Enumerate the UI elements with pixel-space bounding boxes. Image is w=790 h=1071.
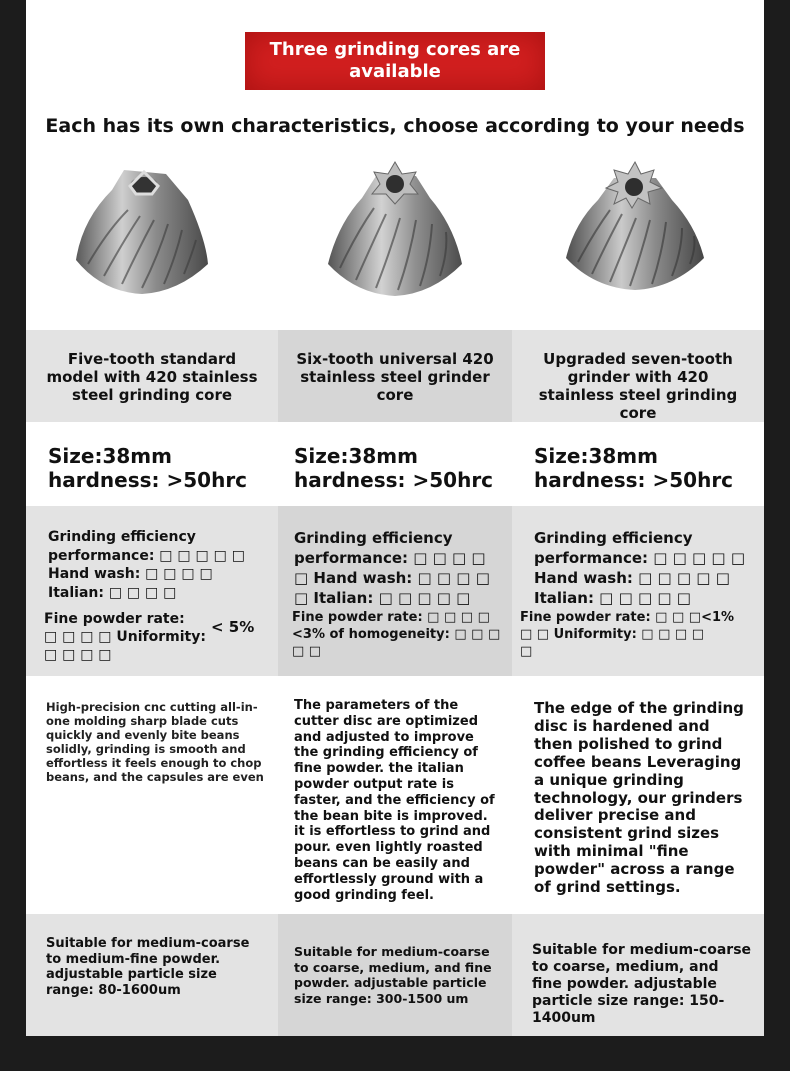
performance-line: Italian: □ □ □ □ bbox=[48, 584, 177, 601]
size-label: Size:38mm bbox=[48, 444, 172, 468]
performance-cell bbox=[26, 506, 278, 676]
seven-tooth-burr-icon bbox=[562, 160, 708, 308]
six-tooth-burr-icon bbox=[322, 160, 468, 308]
core-title: Upgraded seven-tooth grinder with 420 stainless steel grinding core bbox=[512, 330, 764, 422]
performance-line: Grinding efficiency bbox=[294, 529, 453, 547]
core-title: Five-tooth standard model with 420 stainless steel grinding core bbox=[26, 330, 278, 422]
fine-powder-line: Fine powder rate: □ □ □ □ bbox=[292, 610, 490, 625]
five-tooth-burr-icon bbox=[68, 160, 214, 308]
core-title: Six-tooth universal 420 stainless steel grinder core bbox=[278, 330, 512, 422]
product-panel bbox=[26, 0, 764, 1032]
fine-powder-line: □ □ □ □ Uniformity: bbox=[44, 629, 206, 645]
table-row bbox=[26, 676, 764, 914]
hardness-label: hardness: >50hrc bbox=[294, 468, 494, 492]
fine-powder-rate-value: < 5% bbox=[211, 618, 255, 636]
description-text: High-precision cnc cutting all-in-one molding sharp blade cuts quickly and evenly bite beans solidly, grinding is smooth and effortless it feels enough to chop beans, and the capsules are even bbox=[26, 676, 278, 914]
fine-powder-info bbox=[292, 609, 504, 660]
table-row bbox=[26, 422, 764, 506]
table-row bbox=[26, 914, 764, 1036]
fine-powder-line: □ bbox=[520, 644, 533, 659]
performance-line: Grinding efficiency bbox=[534, 529, 693, 547]
performance-line: □ Italian: □ □ □ □ □ bbox=[294, 589, 471, 607]
title-banner: Three grinding cores are available bbox=[245, 32, 545, 90]
comparison-table bbox=[26, 330, 764, 1036]
particle-range-text: Suitable for medium-coarse to coarse, medium, and fine powder. adjustable particle size range: 150-1400um bbox=[512, 914, 764, 1036]
table-row bbox=[26, 330, 764, 422]
performance-line: performance: □ □ □ □ □ bbox=[48, 547, 245, 564]
performance-line: □ Hand wash: □ □ □ □ bbox=[294, 569, 490, 587]
description-text: The parameters of the cutter disc are optimized and adjusted to improve the grinding efficiency of fine powder. the italian powder output rate is faster, and the efficiency of the bean bite is improved. it is effortless to grind and pour. even lightly roasted beans can be easily and effortlessly ground with a good grinding feel. bbox=[278, 676, 512, 914]
description-text: The edge of the grinding disc is hardened and then polished to grind coffee beans Leveraging a unique grinding technology, our grinders deliver precise and consistent grind sizes with minimal "fine powder" across a range of grind settings. bbox=[512, 676, 764, 914]
fine-powder-line: Fine powder rate: bbox=[44, 611, 185, 627]
performance-ratings bbox=[48, 528, 245, 602]
fine-powder-info bbox=[44, 610, 206, 664]
fine-powder-line: Fine powder rate: □ □ □<1% bbox=[520, 610, 735, 625]
fine-powder-line: □ □ □ □ bbox=[44, 647, 112, 663]
spec-cell bbox=[278, 422, 512, 506]
performance-ratings bbox=[534, 528, 745, 608]
fine-powder-line: <3% of homogeneity: □ □ □ bbox=[292, 627, 501, 642]
performance-line: performance: □ □ □ □ □ bbox=[534, 549, 746, 567]
spec-cell bbox=[26, 422, 278, 506]
hardness-label: hardness: >50hrc bbox=[534, 468, 734, 492]
table-row bbox=[26, 506, 764, 676]
performance-ratings bbox=[294, 528, 490, 608]
performance-line: Hand wash: □ □ □ □ □ bbox=[534, 569, 730, 587]
performance-line: Italian: □ □ □ □ □ bbox=[534, 589, 691, 607]
fine-powder-line: □ □ bbox=[292, 644, 322, 659]
spec-cell bbox=[512, 422, 764, 506]
performance-line: Grinding efficiency bbox=[48, 529, 196, 545]
particle-range-text: Suitable for medium-coarse to coarse, medium, and fine powder. adjustable particle size range: 300-1500 um bbox=[278, 914, 512, 1036]
page-subtitle: Each has its own characteristics, choose according to your needs bbox=[45, 115, 745, 137]
performance-cell bbox=[278, 506, 512, 676]
fine-powder-line: □ □ Uniformity: □ □ □ □ bbox=[520, 627, 705, 642]
performance-line: Hand wash: □ □ □ □ bbox=[48, 566, 213, 582]
fine-powder-info bbox=[520, 609, 750, 660]
performance-line: performance: □ □ □ □ bbox=[294, 549, 486, 567]
particle-range-text: Suitable for medium-coarse to medium-fine powder. adjustable particle size range: 80-1600um bbox=[26, 914, 278, 1036]
size-label: Size:38mm bbox=[534, 444, 658, 468]
performance-cell bbox=[512, 506, 764, 676]
hardness-label: hardness: >50hrc bbox=[48, 468, 248, 492]
size-label: Size:38mm bbox=[294, 444, 418, 468]
